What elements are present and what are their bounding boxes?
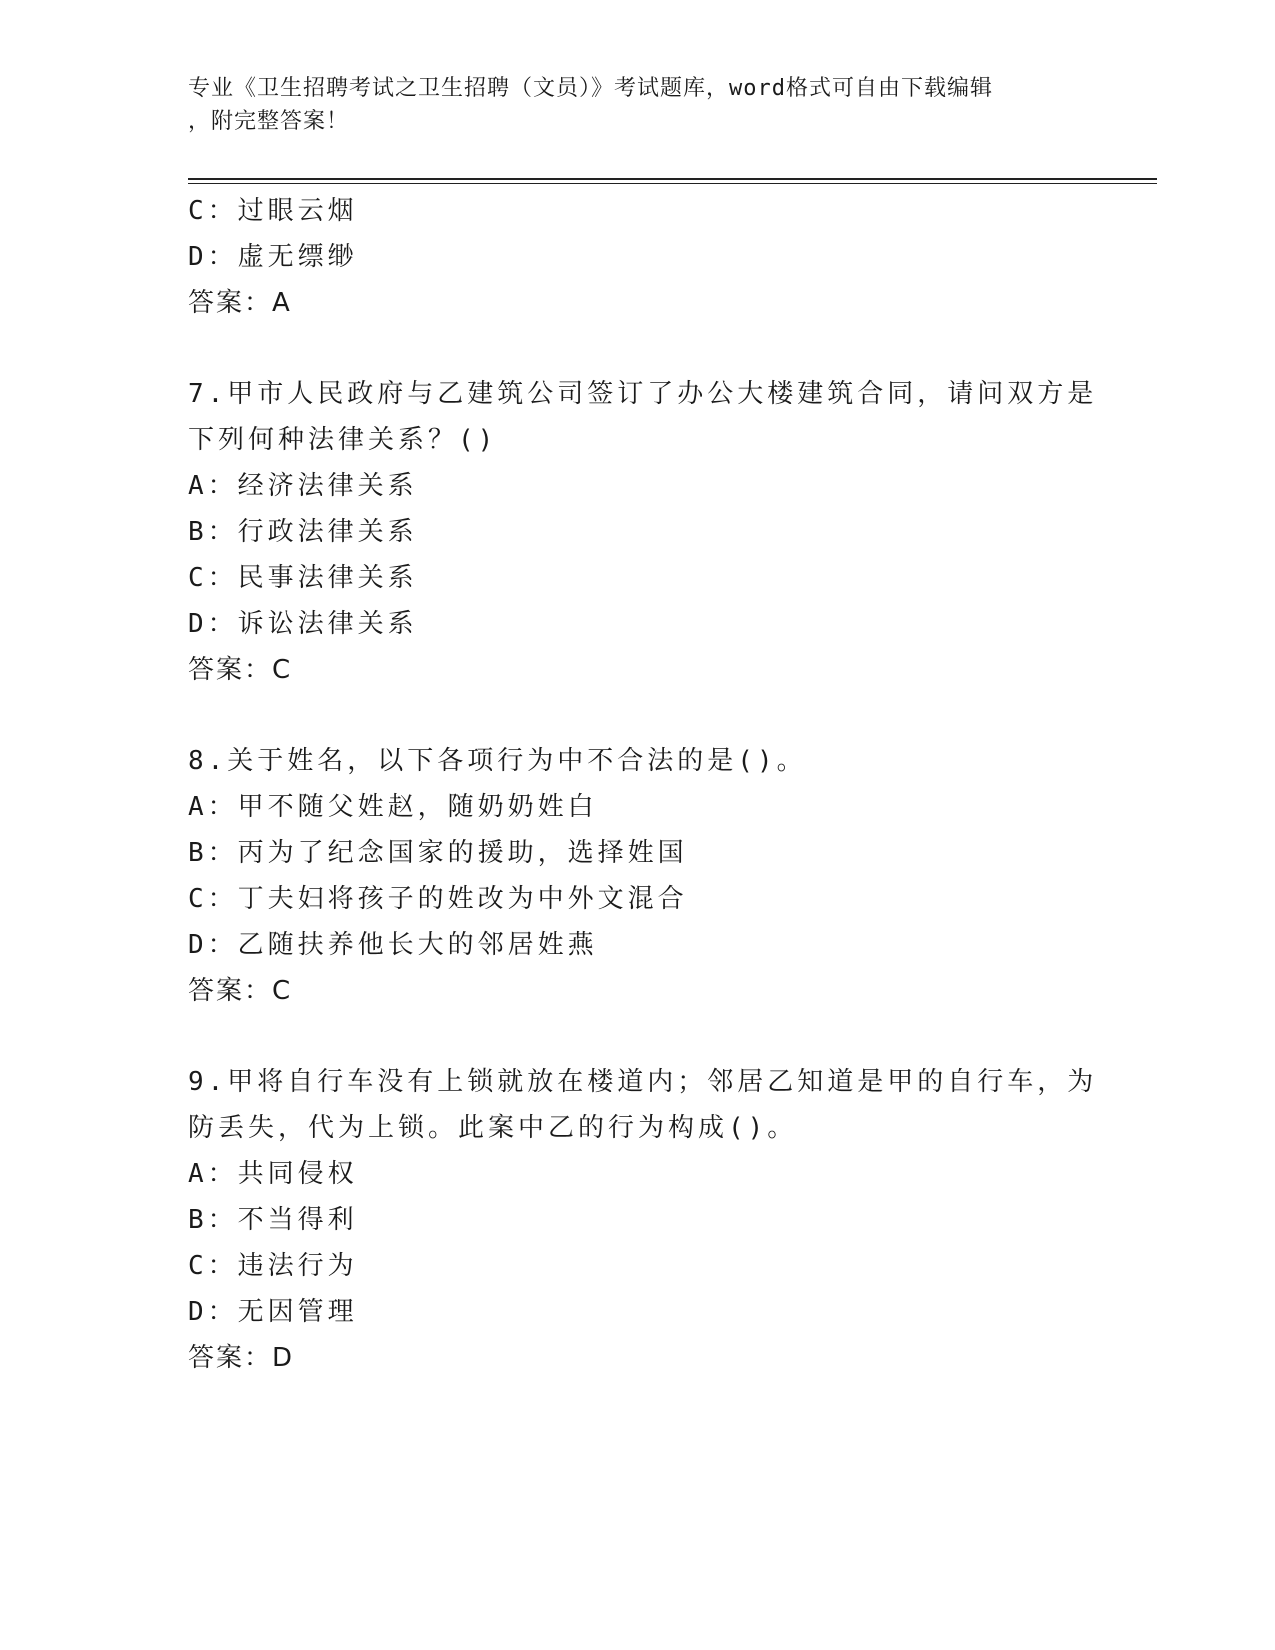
question-stem-line-1: 9.甲将自行车没有上锁就放在楼道内；邻居乙知道是甲的自行车，为 <box>188 1067 1098 1097</box>
answer-line: 答案：D <box>188 1343 295 1373</box>
option-d: D：虚无缥缈 <box>188 242 358 272</box>
option-c: C：过眼云烟 <box>188 196 358 226</box>
option-a: A：甲不随父姓赵，随奶奶姓白 <box>188 792 598 822</box>
previous-question-tail <box>188 188 1068 326</box>
option-c: C：违法行为 <box>188 1251 358 1281</box>
question-stem-line-2: 下列何种法律关系？() <box>188 425 498 455</box>
question-spacer <box>188 693 1068 738</box>
option-a: A：经济法律关系 <box>188 471 418 501</box>
header-divider-thin <box>188 183 1157 184</box>
header-divider-thick <box>188 178 1157 180</box>
question-8 <box>188 738 1068 1014</box>
answer-line: 答案：C <box>188 655 293 685</box>
question-9 <box>188 1059 1098 1381</box>
question-stem-line-1: 7.甲市人民政府与乙建筑公司签订了办公大楼建筑合同，请问双方是 <box>188 379 1098 409</box>
question-stem-line-2: 防丢失，代为上锁。此案中乙的行为构成()。 <box>188 1113 798 1143</box>
document-header <box>188 72 1078 138</box>
option-c: C：民事法律关系 <box>188 563 418 593</box>
header-line-2: ，附完整答案！ <box>188 109 350 134</box>
option-a: A：共同侵权 <box>188 1159 358 1189</box>
question-list <box>188 188 1098 1381</box>
answer-line: 答案：A <box>188 288 292 318</box>
header-line-1: 专业《卫生招聘考试之卫生招聘（文员）》考试题库，word格式可自由下载编辑 <box>188 76 993 101</box>
answer-line: 答案：C <box>188 976 293 1006</box>
option-d: D：乙随扶养他长大的邻居姓燕 <box>188 930 598 960</box>
option-b: B：丙为了纪念国家的援助，选择姓国 <box>188 838 688 868</box>
option-d: D：无因管理 <box>188 1297 358 1327</box>
question-stem-line-1: 8.关于姓名，以下各项行为中不合法的是()。 <box>188 746 807 776</box>
option-b: B：不当得利 <box>188 1205 358 1235</box>
option-c: C：丁夫妇将孩子的姓改为中外文混合 <box>188 884 688 914</box>
option-d: D：诉讼法律关系 <box>188 609 418 639</box>
question-spacer <box>188 1014 1068 1059</box>
option-b: B：行政法律关系 <box>188 517 418 547</box>
question-7 <box>188 371 1098 693</box>
question-spacer <box>188 326 1068 371</box>
